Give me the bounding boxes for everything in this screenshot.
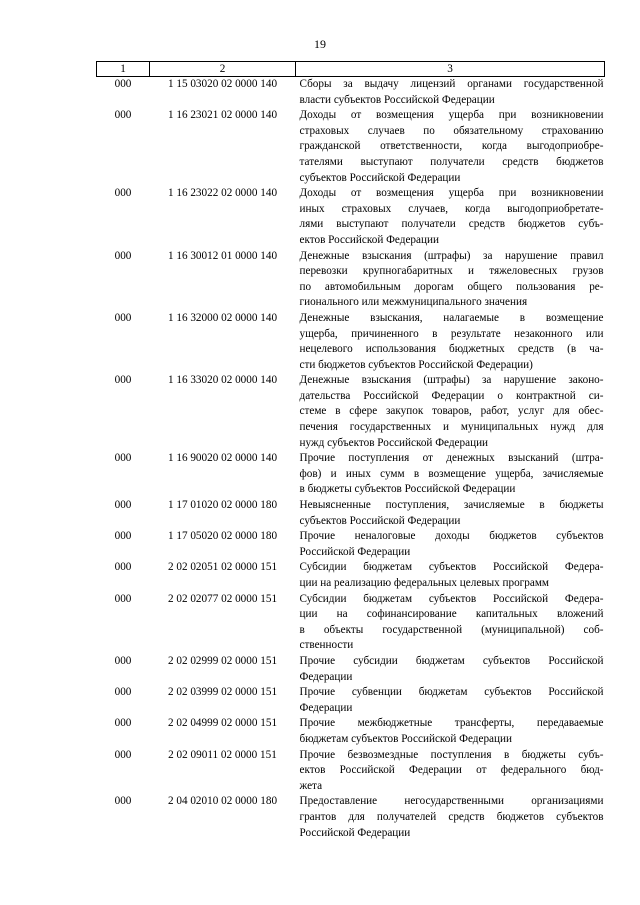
description-line: гионального или межмуниципального значения [299, 296, 528, 309]
admin-code-cell: 000 [114, 374, 132, 387]
admin-code-cell: 000 [114, 717, 132, 730]
description-line: Доходы от возмещения ущерба при возникновении [299, 109, 604, 122]
revenue-code-cell: 2 02 02999 02 0000 151 [167, 654, 278, 667]
revenue-code-cell: 1 16 33020 02 0000 140 [167, 374, 278, 387]
budget-codes-table [96, 61, 605, 841]
revenue-code-cell: 1 16 90020 02 0000 140 [167, 452, 278, 465]
description-line: Субсидии бюджетам субъектов Российской Федера- [299, 561, 604, 574]
description-cell [296, 560, 605, 591]
description-line: Сборы за выдачу лицензий органами государственной [299, 78, 604, 90]
admin-code-cell: 000 [114, 109, 132, 122]
description-line: Федерации [299, 701, 353, 714]
description-line: Прочие безвозмездные поступления в бюджеты субъ- [299, 748, 604, 761]
description-line: субъектов Российской Федерации [299, 514, 461, 527]
table-row [97, 373, 605, 451]
description-line: Субсидии бюджетам субъектов Российской Федера- [299, 592, 604, 605]
admin-code-cell: 000 [114, 795, 132, 808]
description-cell [296, 186, 605, 248]
revenue-code-cell: 1 16 32000 02 0000 140 [167, 311, 278, 324]
revenue-code-cell: 2 02 04999 02 0000 151 [167, 717, 278, 730]
description-cell [296, 529, 605, 560]
admin-code-cell: 000 [114, 249, 132, 262]
description-line: Российской Федерации [299, 545, 411, 558]
description-line: гражданской ответственности, когда выгодоприобре- [299, 140, 604, 153]
description-cell [296, 748, 605, 795]
description-line: Прочие субсидии бюджетам субъектов Российской [299, 654, 604, 667]
description-line: Предоставление негосударственными организациями [299, 795, 604, 808]
table-row [97, 108, 605, 186]
revenue-code-cell: 1 17 01020 02 0000 180 [167, 499, 278, 512]
table-row [97, 685, 605, 716]
description-line: Прочие субвенции бюджетам субъектов Российской [299, 686, 604, 699]
admin-code-cell: 000 [114, 748, 132, 761]
description-line: Российской Федерации [299, 826, 411, 839]
revenue-code-cell: 1 16 23021 02 0000 140 [167, 109, 278, 122]
description-cell [296, 685, 605, 716]
admin-code-cell: 000 [114, 187, 132, 200]
revenue-code-cell: 1 16 30012 01 0000 140 [167, 249, 278, 262]
description-line: фов) и иных сумм в возмещение ущерба, зачисляемые [299, 467, 604, 480]
description-line: ектов Российской Федерации от федерального бюд- [299, 764, 604, 777]
table-row [97, 186, 605, 248]
description-line: в объекты государственной (муниципальной) соб- [299, 623, 604, 636]
revenue-code-cell: 2 04 02010 02 0000 180 [167, 795, 278, 808]
description-line: в бюджеты субъектов Российской Федерации [299, 483, 516, 496]
description-line: Федерации [299, 670, 353, 683]
admin-code-cell: 000 [114, 452, 132, 465]
admin-code-cell: 000 [114, 499, 132, 512]
column-header-1: 1 [97, 62, 150, 77]
description-cell [296, 373, 605, 451]
revenue-code-cell: 2 02 02077 02 0000 151 [167, 592, 278, 605]
description-line: власти субъектов Российской Федерации [299, 93, 495, 106]
table-row [97, 529, 605, 560]
table-row [97, 592, 605, 654]
admin-code-cell: 000 [114, 530, 132, 543]
description-line: нецелевого использования бюджетных средств (в ча- [299, 343, 604, 356]
description-line: Доходы от возмещения ущерба при возникновении [299, 187, 604, 200]
column-header-2: 2 [150, 62, 296, 77]
description-cell [296, 311, 605, 373]
description-line: дательства Российской Федерации о контрактной си- [299, 389, 604, 402]
table-body [97, 77, 605, 842]
table-row [97, 249, 605, 311]
description-line: перевозки крупногабаритных и тяжеловесных грузов [299, 265, 604, 278]
table-row [97, 748, 605, 795]
description-line: Прочие неналоговые доходы бюджетов субъектов [299, 530, 604, 543]
description-line: жета [299, 779, 323, 792]
description-line: лями выступают получатели средств бюджетов субъ- [299, 218, 604, 231]
description-cell [296, 108, 605, 186]
admin-code-cell: 000 [114, 78, 132, 90]
table-row [97, 654, 605, 685]
description-line: Прочие поступления от денежных взысканий (штра- [299, 452, 604, 465]
description-line: по автомобильным дорогам общего пользования ре- [299, 280, 604, 293]
admin-code-cell: 000 [114, 561, 132, 574]
description-line: Денежные взыскания (штрафы) за нарушение правил [299, 249, 604, 262]
description-cell [296, 77, 605, 109]
description-cell [296, 794, 605, 841]
admin-code-cell: 000 [114, 592, 132, 605]
revenue-code-cell: 1 16 23022 02 0000 140 [167, 187, 278, 200]
description-line: Прочие межбюджетные трансферты, передаваемые [299, 717, 604, 730]
description-line: ции на реализацию федеральных целевых программ [299, 577, 549, 589]
table-row [97, 716, 605, 747]
description-line: ектов Российской Федерации [299, 233, 439, 246]
description-line: страховых случаев по обязательному страхованию [299, 124, 604, 137]
revenue-code-cell: 1 17 05020 02 0000 180 [167, 530, 278, 543]
table-row [97, 77, 605, 109]
admin-code-cell: 000 [114, 686, 132, 699]
description-line: Невыясненные поступления, зачисляемые в бюджеты [299, 499, 604, 512]
revenue-code-cell: 2 02 03999 02 0000 151 [167, 686, 278, 699]
description-cell [296, 498, 605, 529]
column-header-3: 3 [296, 62, 605, 77]
description-line: ственности [299, 639, 354, 652]
revenue-code-cell: 1 15 03020 02 0000 140 [167, 78, 278, 90]
table-row [97, 560, 605, 591]
description-line: печения государственных и муниципальных нужд для [299, 421, 604, 434]
description-line: тателями выступают получатели средств бюджетов [299, 155, 604, 168]
page-number: 19 [314, 37, 326, 51]
description-line: Денежные взыскания (штрафы) за нарушение законо- [299, 374, 604, 387]
revenue-code-cell: 2 02 02051 02 0000 151 [167, 561, 278, 574]
description-cell [296, 592, 605, 654]
description-line: стеме в сфере закупок товаров, работ, услуг для обес- [299, 405, 604, 418]
table-header-row [97, 62, 605, 77]
table-row [97, 311, 605, 373]
admin-code-cell: 000 [114, 311, 132, 324]
description-line: иных страховых случаев, когда выгодоприобретате- [299, 202, 604, 215]
description-cell [296, 654, 605, 685]
table-row [97, 451, 605, 498]
description-line: ущерба, причиненного в результате незаконного или [299, 327, 604, 340]
table-row [97, 498, 605, 529]
description-line: грантов для получателей средств бюджетов субъектов [299, 810, 604, 823]
description-line: субъектов Российской Федерации [299, 171, 461, 184]
description-line: бюджетам субъектов Российской Федерации [299, 732, 512, 745]
table-row [97, 794, 605, 841]
admin-code-cell: 000 [114, 654, 132, 667]
revenue-code-cell: 2 02 09011 02 0000 151 [168, 748, 277, 761]
description-cell [296, 451, 605, 498]
description-line: сти бюджетов субъектов Российской Федерации) [299, 358, 533, 371]
description-line: ции на софинансирование капитальных вложений [299, 608, 604, 621]
description-line: нужд субъектов Российской Федерации [299, 436, 489, 449]
description-line: Денежные взыскания, налагаемые в возмещение [299, 311, 604, 324]
description-cell [296, 716, 605, 747]
description-cell [296, 249, 605, 311]
